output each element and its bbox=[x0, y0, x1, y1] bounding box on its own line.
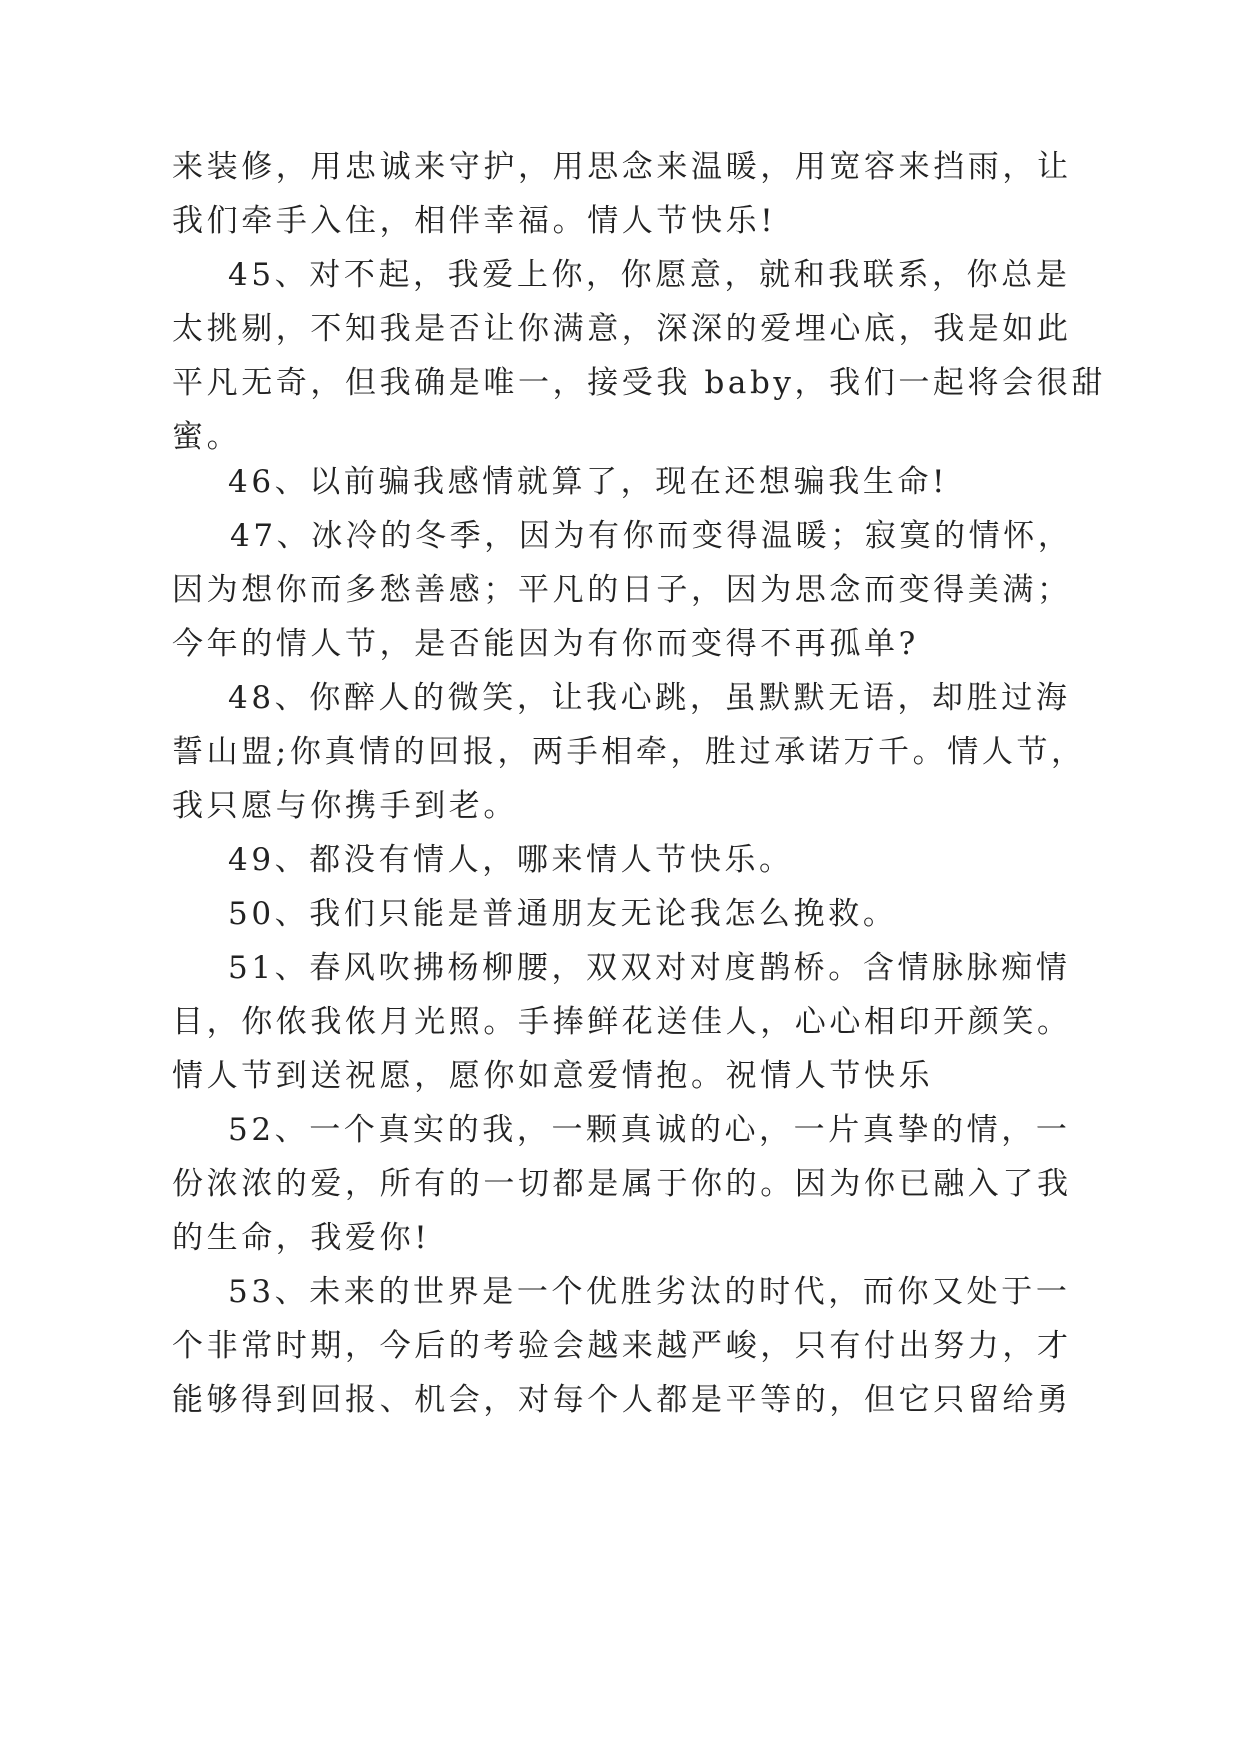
text-line: 太挑剔，不知我是否让你满意，深深的爱埋心底，我是如此 bbox=[172, 311, 1072, 347]
text-line: 47、冰冷的冬季，因为有你而变得温暖；寂寞的情怀， bbox=[230, 518, 1073, 554]
text-line: 来装修，用忠诚来守护，用思念来温暖，用宽容来挡雨，让 bbox=[172, 149, 1072, 185]
text-line: 49、都没有情人，哪来情人节快乐。 bbox=[228, 842, 794, 878]
text-line: 份浓浓的爱，所有的一切都是属于你的。因为你已融入了我 bbox=[172, 1166, 1072, 1202]
text-line: 的生命，我爱你! bbox=[172, 1220, 431, 1256]
text-line: 目，你侬我侬月光照。手捧鲜花送佳人，心心相印开颜笑。 bbox=[172, 1004, 1072, 1040]
text-line: 52、一个真实的我，一颗真诚的心，一片真挚的情，一 bbox=[228, 1112, 1071, 1148]
text-line: 因为想你而多愁善感；平凡的日子，因为思念而变得美满； bbox=[172, 572, 1072, 608]
text-line: 誓山盟;你真情的回报，两手相牵，胜过承诺万千。情人节， bbox=[172, 734, 1086, 770]
text-line: 53、未来的世界是一个优胜劣汰的时代，而你又处于一 bbox=[228, 1274, 1071, 1310]
text-line: 平凡无奇，但我确是唯一，接受我 baby，我们一起将会很甜 bbox=[172, 365, 1106, 401]
text-line: 我们牵手入住，相伴幸福。情人节快乐! bbox=[172, 203, 777, 239]
text-line: 45、对不起，我爱上你，你愿意，就和我联系，你总是 bbox=[228, 257, 1071, 293]
text-line: 个非常时期，今后的考验会越来越严峻，只有付出努力，才 bbox=[172, 1328, 1072, 1364]
text-line: 今年的情人节，是否能因为有你而变得不再孤单? bbox=[172, 626, 919, 662]
text-line: 能够得到回报、机会，对每个人都是平等的，但它只留给勇 bbox=[172, 1382, 1072, 1418]
text-line: 51、春风吹拂杨柳腰，双双对对度鹊桥。含情脉脉痴情 bbox=[228, 950, 1071, 986]
text-line: 情人节到送祝愿，愿你如意爱情抱。祝情人节快乐 bbox=[172, 1058, 934, 1094]
text-line: 50、我们只能是普通朋友无论我怎么挽救。 bbox=[228, 896, 898, 932]
text-line: 我只愿与你携手到老。 bbox=[172, 788, 518, 824]
text-line: 48、你醉人的微笑，让我心跳，虽默默无语，却胜过海 bbox=[228, 680, 1071, 716]
text-line: 蜜。 bbox=[172, 419, 242, 455]
text-line: 46、以前骗我感情就算了，现在还想骗我生命! bbox=[228, 464, 949, 500]
